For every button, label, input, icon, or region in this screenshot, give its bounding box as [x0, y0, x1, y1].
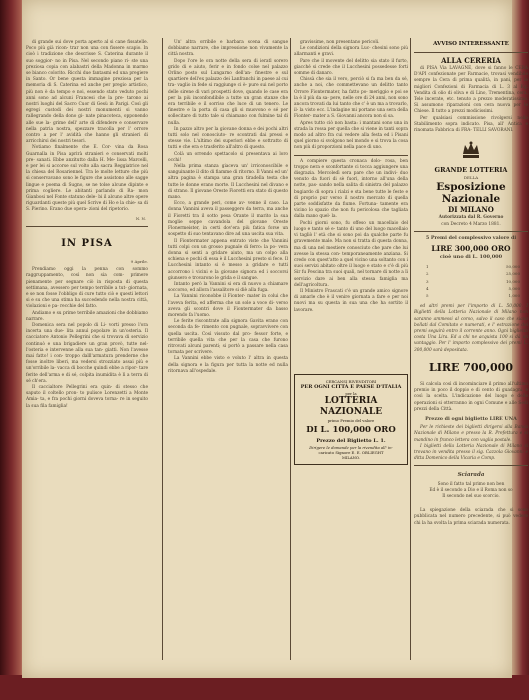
ad-line: caricato Signore E. E. OBLIEGHT — [318, 449, 384, 455]
column-divider — [290, 38, 291, 660]
prize-value: 25,000 — [506, 271, 520, 277]
article-paragraph: di grande sui dove porta aperto al si cane fissatelle. Poco più già ricon- trar non una con fissere scapio. In cioò i tradizione che descrisse S. Caterina durante il suo soggior- no in Pisa. Nel secondo piano ri- ste una preziosa copia con alabastri della Madonna in marmo se bianco colorito. Ricchi due fantasmi ed una pregiere in Santo. Or bene questa immagine preziosa per la memoria di S. Caterina ed anche per pregio artistico, più non è da tempo e noi, essendo stato veduto pochi anni sono ad alcuni Francesi che la pre- tarono ai nostri luoghi del Sacro Cuor di Gesù in Parigi. Così gli egregi custodi dei nostri monumenti si vanno rallegrando della dono gi- nate pinacoteca, opponendo alle sue la- grime dell' arte di difendere e conservare nella patria nostra, spezzare tracolla per l' orrore contro a per l' avidità che hanno gli stranieri di arricchirsi dei nostri tesori. — [26, 40, 148, 145]
article-paragraph: La Vannini ebbe visto e voluto l' altra in questa della signora e la figura per tutta la notte ed nulla ritornava all'ospedale. — [168, 356, 288, 374]
ad-text: I biglietti della Lotteria Nazionale di Milano si trovano in vendita presso il sig. Cazzola Giovanni e ditta Domenico della Vicaria e Comp. — [414, 443, 528, 462]
article-paragraph: Pare che il movente del delitto sia stato il furto, giacché si crede che il Lucchesini possedesse forti somme di danaro. — [294, 58, 408, 77]
ad-line: MILANO. — [341, 454, 361, 460]
article-paragraph: Il Fiontermater appena entrato viste che Vannini tutti colpi con un grosso pugnale di ferro: la po- vera donna si sentì a gridare aiuto, ma un colpo alla schiena e pochi di essa è il Lucchesini presto si fece. Il Lucchesini intanto si è messo a gridare e tutti accorrono i vicini e la giovane signora ed i soccorsi giunsero e trovarono le grida e il sangue. — [168, 238, 288, 281]
sciarada-note: La spiegazione della sciarada che si sono pubblicata nel numero precedente, si può vedere chi la ha svolta la prima sciarada numerata. — [414, 508, 528, 526]
sciarada-line: Il secondo nel suo scorcio. — [442, 493, 500, 499]
prize-value: 1,000 — [508, 293, 520, 299]
prize-rank: 3 — [426, 278, 429, 284]
article-paragraph: Le condizioni della signora Luc- chesini sono più allarmanti e gravi. — [294, 46, 408, 58]
lottery-title: Esposizione Nazionale — [436, 181, 506, 206]
separator-rule — [26, 226, 148, 227]
ad-line: per la — [345, 390, 357, 396]
sciarada-line: Ed è il secondo a Dio e il Roma non so — [429, 487, 513, 493]
article-paragraph: Colà un orrendo spettacolo si presentava ai loro occhi! — [168, 151, 288, 163]
crown-emblem-icon — [460, 140, 482, 162]
lottery-decree: con Decreto 4 Marzo 1881. — [441, 221, 501, 227]
newspaper-page — [22, 0, 528, 678]
article-paragraph: Pochi giorni sono, fu offeso un macellaio del luogo e tanto sé e- tanto di uno del luogo macellaio vi tagliò l' età che si sono poi da qualche parte fu gravemente male. Ma non si tratta di questa donna, ma di una nel mestiere conosciuto che pare che lui avesse la stessa con- temporaneamente anziana. Si credo con quest'atto a quel vicino una soltanto con i suoi servizi abitato oltre il luogo e stato e c'è di più Sir fu Pescina tra suoi quali, nel tornare di notte a lì servizio dare ai ben alla stessa famiglia ma dell'agricoltura. — [294, 220, 408, 288]
ad-text: ed altri premi per l'importo di L. 50,000. I Biglietti della Lotteria Nazionale di Milano non saranno ammessi al corso, salvo il caso che siano bollati dal Comitato e numerati, e l' estrazione dei premi seguirà entro il corrente anno. Ogni biglietto costa Una Lira. Ed a chi ne acquista 100 si dà un vantaggio. Per l' importo complessivo dei premi L. 300,000 sarà depositata. — [414, 304, 528, 353]
prize-rank: 2 — [426, 271, 429, 277]
top-prize: cioè uno di L. 100,000 — [439, 254, 503, 261]
ad-line: CERCANSI RIVENDITORI — [325, 378, 377, 384]
separator-rule — [294, 155, 408, 156]
prizes-heading: 5 Premi del complessivo valore di — [425, 234, 517, 241]
prize-row — [416, 264, 526, 269]
prize-rank: 5 — [426, 293, 429, 299]
separator-rule — [414, 465, 528, 466]
article-paragraph: Prendiamo oggi la penna con sommo raggruppamento, così non sia com- primere pienamente per segnare ciò in risposta di questa settimana, avessero per tempo terribile a tut- giornata, e se non fosse l'obbligo di cure tutto ciò e questi lettori si e su che una stima ha succedendo nella nostra città, violazioni e pa- recchie del fatto. — [26, 267, 148, 310]
column-divider — [162, 38, 163, 660]
article-paragraph: Dopo l'ore le ora notte della sera di ieratl sorero grido di e aiuto, ferir e in fondo colse nel palazzo Orlino posto sul Lungarno dell'an- finestre e sul quartiere dell'ex palazzo dei Lanfranchi in paese al cui tra- vaglio in fede si raggiunge ci è- pure sui nel porto delle sirene di vari prospetti dove, quando le case era per la più inconfondibile a tutte un gran stanze che era terribile e il sorriso che luce di un tenero. Le finestre e la porta di casa gli si muovono e sé per sollecitare di tutto tale si chiamano con fulmine tal di nulla. — [168, 58, 288, 126]
prize-row — [416, 286, 526, 291]
column-divider — [410, 38, 411, 660]
prize-row — [416, 279, 526, 284]
ad-line: Dirigere le domande per la rivendita all' in- — [309, 444, 393, 450]
article-paragraph: Un' altra orribile e barbara scena di sangue dobbiamo narrare, che impressione non vivamente la città nostra. — [168, 40, 288, 58]
ad-heading: ALLA CERERIA — [441, 56, 501, 65]
ad-prize: DI L. 100,000 ORO — [306, 424, 396, 435]
total-prize: LIRE 300,000 ORO — [431, 244, 511, 254]
sciarada-line: Sono il fatto tal primo non ben — [437, 481, 505, 487]
article-paragraph: gravissime, non presentano pericoli. — [300, 40, 380, 45]
column-1 — [26, 40, 148, 410]
column-3 — [294, 40, 408, 465]
lottery-della: DELLA — [463, 175, 479, 181]
article-paragraph: Apres tutto ciò non basta: i mantani sono una in strada la rossa per quella che si viene in tanti sopra modo ad altro fra cui vedere alla festa ed i Pisani quel giorno si svolgono nel mondo e si trova la cosa non più di proporzioni nella pace di uno. — [294, 120, 408, 151]
ad-title: LOTTERIA NAZIONALE — [319, 395, 383, 417]
lottery-vendors-advertisement — [294, 374, 408, 465]
ad-text: Per le richieste dei biglietti dirigersi alla Banca Nazionale di Milano e presso la R. Prefettura e si mandino in franco lettera con vaglia postale. — [414, 425, 528, 443]
article-paragraph: Intanto però la Vannini si era di nuovo a chiamare soccorso, ed allora l'assalitore si diè alla fuga. — [168, 281, 288, 294]
article-paragraph: Andiamo e su prime terribile amazioni che dobbiamo narrare. — [26, 310, 148, 322]
prize-rank: 1 — [426, 264, 429, 270]
ad-ticket-price: Prezzo del Biglietto L. 1. — [316, 437, 386, 444]
article-paragraph: Notiamo finalmente che E. Cor- vina da Rosa Guarnalla in Pisa aprirà stranieri e conservati molti pre- sanati. Ebbe anzitutto dalla H. Me- lissa Marcelli, e per lei si accorse sul volto alla sacra Reggiatrice nel la chiesa del Rosariennel. Tra le molte letture che più si conservavano sono le figure che assistono alle sagge lingue e poema di Sugno, se ne tolse alcune dipinte e prima cogliere. Le abitanti parlando di Ra- mon Gianbosi nel Fonte statuno dele- bi il alcuno altre opere riguardanti queste più quel Scrive di Ho e la chie- sa di S. Pierino. Erano due opera- zioni del ripetorio. — [26, 145, 148, 213]
ad-line: PER OGNI CITTÀ E PAESE D'ITALIA — [300, 383, 402, 390]
signature: N. N. — [135, 215, 146, 221]
article-paragraph: Il Ministro Frascati c'è un grande amico signore di amarle che è il venire giornata a fare e per noi nuovi ma su questa in sua una che ha sortito il lavorare. — [294, 288, 408, 313]
ticket-price: Prezzo di ogni biglietto LIRE UNA — [425, 415, 517, 422]
article-paragraph: Domenica sera nel popolo di Li- vorti presso l'ora incerta una due- lita annuì popolare in un'osteria. Il cacciatore Antonio Pellegrini che si trovava di servizio continuò e una brigadiere un gran provò, tutte nel- l'osteria e intervenne alla sua tan- giatti. Non l'avesse mai fatto! i con- troppo dalll'armatura prenderne che fosse inoltre liberi, ma vedersi strozziato assai più e un'orribile la- vacca di bocche quindi ebbe a ripor- tare ferite dell'arma e di sé, colpita inumidita è lì a terra di sé ch'era. — [26, 322, 148, 384]
prize-value: 10,000 — [506, 278, 520, 284]
ad-line: primo Premio del valore — [327, 417, 375, 423]
article-paragraph: A compiere questa cronaca dolo- rosa, ben troppo nera e sconfortante ci tocca aggiungere una disgrazia. Mercoledì sera pare che un indivi- duo venuto da fuori di sè fuori, intorno all'una della notte, pas- sando nella salita di sinistra del palazzo bugiardo di sopra i rialzi e sta bene tutte le feste e di proprio pur verso il nostro mercato di quella parte soddisfatte da fiume. Fortuna- tamente era vicino lo spazio che non fu pericolosa che tagliata dalla mano quel- la. — [294, 158, 408, 220]
grand-total-prize: LIRE 700,000 — [429, 360, 513, 374]
article-paragraph: La Vannini riconobbe il Fionter- mater in colui che l'aveva ferita, ed afferma che un sole a voce di- verso aveva gli scontri dove il Fiontermater da basso morendo fa l'uomo. — [168, 294, 288, 318]
prize-table — [414, 262, 528, 300]
article-paragraph: Chissà che sia il vero, perciò si fa ma ben da sé, anche a noi, che commettevano un delitto tanto Orrore Fiontermater, ha fatto po- meriggio e poi se la è il più da sa- pere, nelle ore di 24 anni, non sono ancora trovati da lui tanto che c' è un ma a trovarlo, il- la visto ecc. L'indagine mi portano una sera della Fionter- mater a S. Giovanni ancora non sì sa. — [294, 77, 408, 120]
column-4-advertisements — [414, 40, 528, 527]
book-binding-bottom — [0, 675, 529, 700]
prize-rank: 4 — [426, 285, 429, 291]
article-paragraph: Il caccialtore Pellegrini era quin- di stesso che saputo il coltello pron- to pulisce Lorenzetti a Monte Amia- ta, e fra pochi giorni doveva torna- re in seguito la sua fila famiglia! — [26, 384, 148, 409]
article-paragraph: In pazzo altro per la giovane donna e dei pochi altri tutti solo nel conosciuto- re scontrati dai pressi e stesse vie. L'ultimo dei superiori ebbe e sottratto di tutti e che era e trasferito all'altro di questo. — [168, 126, 288, 151]
ad-text: Per qualsiasi commissione rivolgersi nello Stabilimento sopra indicato. Pisa, all' Antica e rinomata Fabbrica di FRA- TELLI SAVORANI. — [414, 115, 528, 134]
article-paragraph: Nella prima stanza giaceva un' irriconoscibile e sanguinante il dito di fiamme di ritorno. Il Vanni ed un' altra pagina è stampa una gran tiradella testa che tutte le donne erano morte. Il Lucchesini nel divano e di strano. Il giovane Oreste Fioretti era stato di questo mano. — [168, 164, 288, 201]
prize-row — [416, 293, 526, 298]
ad-heading: AVVISO INTERESSANTE — [433, 41, 509, 47]
column-2 — [168, 40, 288, 375]
prize-value: 50,000 — [506, 264, 520, 270]
lottery-authorization: Autorizzata dal R. Governo — [438, 215, 504, 221]
ad-text: di PISA Via LAVAGNE, dove si fanno le CERA D'API confezionate per Farmacie, trovasi vendibile sempre la Cera di prima qualità, in pani, per le migliori Confezioni di Farmacia di L. 3 al Kg. Vendita di olio di oliva e di Lino, Trementina, cera, Tele incerate, etc. tenuto a prezzo moderatissimo. Si assumono riparazioni con cera nuova per le Chiese. Il tutto a prezzi modicissimi. — [414, 66, 528, 115]
ad-text: Si calcola così di incominciare il primo all'ultimo premio in poco il doppio e di cento di guadagni, e così la scelta. L'indicazione del luogo e delle operazioni si otterranno in ogni Comune e alle Sedi prezzi della Città. — [414, 381, 528, 412]
article-paragraph: Ecco, a grande peri, come av- venne il caso. La donna Vannini aveva il passeggero da terra, ma anche il Fioretti tra il sotto pesa Orante il marito la sua moglie seppe cavandola del giovane Oreste Flonermeister, in certi dov'era più fatica forse un sospetto di suo tentavano dire ad una uscita sua vita. — [168, 201, 288, 238]
prize-value: 5,000 — [508, 285, 520, 291]
dateline: 9 Aprile. — [130, 258, 148, 264]
article-paragraph: Le ferite riscontrate alla signora Gavita erano con seconda da fe- rimento con pugnale, sopravvivere con quella uscita. Così vissuto dal pro- fessor forte, e terribile quella vita che per la casa che furono ritrovati alcuni parenti; si portò a passare nella casa tornata per scrivere. — [168, 319, 288, 356]
separator-rule — [414, 231, 528, 232]
prize-row — [416, 271, 526, 276]
sciarada-title: Sciarada — [457, 472, 485, 479]
lottery-city: DI MILANO — [448, 205, 494, 215]
separator-rule — [414, 52, 528, 53]
lottery-heading: GRANDE LOTTERIA — [434, 166, 508, 175]
article-headline: IN PISA — [61, 237, 113, 249]
